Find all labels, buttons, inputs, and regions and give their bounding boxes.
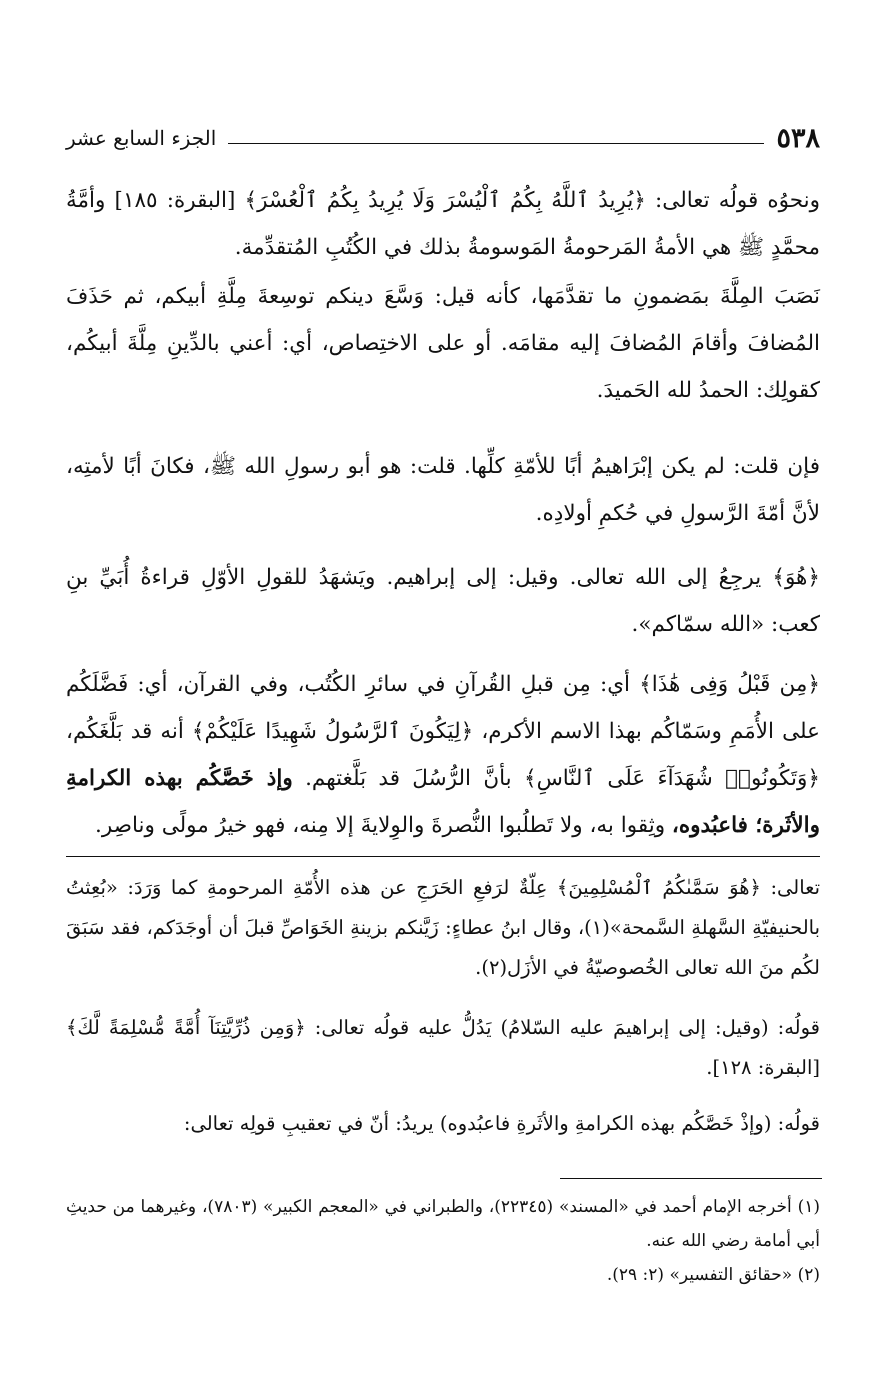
commentary-text: قولُه: (وقيل: إلى إبراهيمَ عليه السّلامُ) يَدُلُّ عليه قولُه تعالى: ﴿وَمِن ذُرِّيَّتِنَآ أُمَّةً مُّسْلِمَةً لَّكَ﴾ [البقرة: ١٢٨]. <box>66 1016 820 1079</box>
paragraph-text: ﴿هُوَ﴾ يرجِعُ إلى الله تعالى. وقيل: إلى إبراهيم. ويَشهَدُ للقولِ الأوّلِ قراءةُ أُبَيِّ بنِ كعب: «الله سمّاكم». <box>66 565 820 637</box>
bold-segment: وإذ خَصَّكُم بهذه الكرامةِ والأثَرة؛ فاعبُدوه، <box>66 766 820 838</box>
commentary-paragraph-3 <box>66 1104 820 1144</box>
paragraph-text: فإن قلت: لم يكن إبْرَاهيمُ أبًا للأمّةِ كلِّها. قلت: هو أبو رسولِ الله ﷺ، فكانَ أبًا لأمتِه، لأنَّ أمّةَ الرَّسولِ في حُكمِ أولادِه. <box>66 454 820 526</box>
commentary-text: قولُه: (وإذْ خَصَّكُم بهذه الكرامةِ والأثَرةِ فاعبُدوه) يريدُ: أنّ في تعقيبِ قولِه تعالى: <box>183 1112 820 1135</box>
footnote-1: (١) أخرجه الإمام أحمد في «المسند» (٢٢٣٤٥)، والطبراني في «المعجم الكبير» (٧٨٠٣)، وغيرهما من حديثِ أبي أمامة رضي الله عنه. <box>66 1197 820 1251</box>
paragraph-segment: ﴿مِن قَبْلُ وَفِى هَٰذَا﴾ أي: مِن قبلِ القُرآنِ في سائرِ الكُتُب، وفي القرآن، أي: فَضَّلَكُم على الأُمَمِ وسَمّاكُم بهذا الاسم الأكرم، ﴿لِيَكُونَ ٱلرَّسُولُ شَهِيدًا عَلَيْكُمْ﴾ أنه قد بَلَّغَكُم، ﴿وَتَكُونُوا۟ شُهَدَآءَ عَلَى ٱلنَّاسِ﴾ بأنَّ الرُّسُلَ قد بَلَّغتهم. <box>66 672 820 791</box>
main-paragraph-3 <box>66 443 820 537</box>
paragraph-segment: وثِقوا به، ولا تَطلُبوا النُّصرةَ والوِلايةَ إلا مِنه، فهو خيرُ مولًى وناصِر. <box>95 813 666 838</box>
main-paragraph-5 <box>66 661 820 849</box>
main-paragraph-2 <box>66 273 820 414</box>
page-number: ٥٣٨ <box>776 122 820 154</box>
commentary-text: تعالى: ﴿هُوَ سَمَّىٰكُمُ ٱلْمُسْلِمِينَ﴾ عِلّةٌ لرَفعِ الحَرَجِ عن هذه الأُمّةِ المرحومةِ كما وَرَدَ: «بُعِثتُ بالحنيفيّةِ السَّهلةِ السَّمحة»(١)، وقال ابنُ عطاءٍ: زَيَّنكم بزينةِ الخَوَاصِّ قبلَ أن أوجَدَكم، فقد سَبَقَ لكُم منَ الله تعالى الخُصوصيّةُ في الأزَل(٢). <box>66 876 821 979</box>
main-paragraph-4 <box>66 554 820 648</box>
header-rule <box>228 143 764 144</box>
paragraph-text: نَصَبَ المِلَّةَ بمَضمونِ ما تقدَّمَها، كأنه قيل: وَسَّعَ دينكم توسِعةَ مِلَّةِ أبيكم، ثم حَذَفَ المُضافَ وأقامَ المُضافَ إليه مقامَه. أو على الاختِصاص، أي: أعني بالدِّينِ مِلَّةَ أبيكُم، كقولِك: الحمدُ لله الحَميدَ. <box>66 284 820 403</box>
commentary-paragraph-2 <box>66 1008 820 1088</box>
main-paragraph-1 <box>66 177 820 271</box>
commentary-divider <box>66 856 820 857</box>
paragraph-text: ونحوُه قولُه تعالى: ﴿يُرِيدُ ٱللَّهُ بِكُمُ ٱلْيُسْرَ وَلَا يُرِيدُ بِكُمُ ٱلْعُسْرَ﴾ [البقرة: ١٨٥] وأمَّةُ محمَّدٍ ﷺ هي الأمةُ المَرحومةُ المَوسومةُ بذلك في الكُتُبِ المُتقدِّمة. <box>66 188 821 260</box>
footnote-2: (٢) «حقائق التفسير» (٢: ٢٩). <box>606 1265 820 1285</box>
commentary-paragraph-1 <box>66 868 820 988</box>
footnotes <box>66 1190 820 1292</box>
paragraph-text <box>66 661 820 849</box>
running-title: الجزء السابع عشر <box>66 126 217 150</box>
footnote-rule <box>560 1178 822 1179</box>
page-header <box>66 118 820 158</box>
